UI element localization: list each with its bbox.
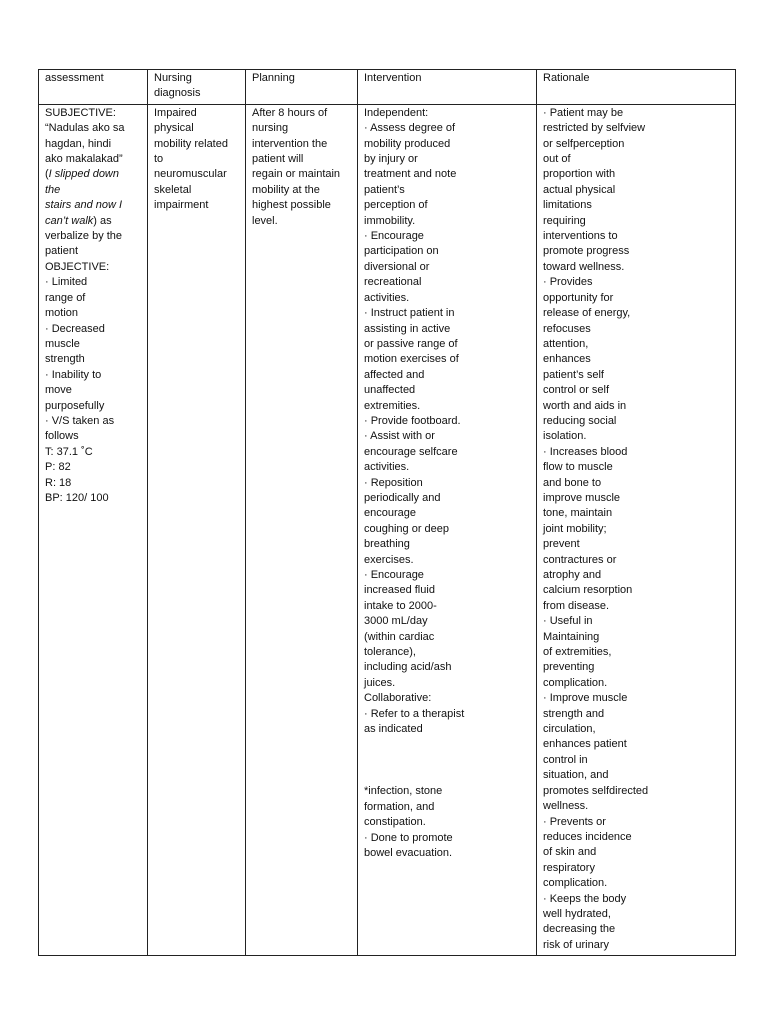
intervention-line: perception of <box>364 199 428 212</box>
objective-finding-line: follows <box>45 430 79 443</box>
intervention-line: · Refer to a therapist <box>364 707 465 720</box>
rationale-line: · Improve muscle <box>543 692 628 705</box>
planning-line: mobility at the <box>252 183 320 196</box>
rationale-line: prevent <box>543 538 580 551</box>
planning-line: patient will <box>252 153 304 166</box>
objective-finding-line: move <box>45 384 72 397</box>
rationale-line: from disease. <box>543 599 610 612</box>
header-intervention: Intervention <box>358 70 537 105</box>
rationale-line: control in <box>543 753 588 766</box>
intervention-line: · Encourage <box>364 569 424 581</box>
intervention-line: encourage selfcare <box>364 445 458 458</box>
rationale-line: isolation. <box>543 430 587 443</box>
intervention-line: increased fluid <box>364 584 435 597</box>
intervention-line: juices. <box>364 676 396 689</box>
rationale-line: reducing social <box>543 414 617 427</box>
intervention-text <box>364 106 530 738</box>
objective-finding-line: strength <box>45 353 85 366</box>
intervention-line: including acid/ash <box>364 661 452 674</box>
rationale-line: calcium resorption <box>543 584 633 597</box>
planning-line: highest possible <box>252 199 331 212</box>
intervention-line: diversional or <box>364 260 430 273</box>
rationale-line: of extremities, <box>543 646 612 659</box>
intervention-spacer <box>364 737 530 784</box>
objective-finding-line: · Inability to <box>45 368 102 381</box>
intervention-line: tolerance), <box>364 646 416 659</box>
assessment-cell: SUBJECTIVE: “Nadulas ako sa hagdan, hindi ako makalakad” (I slipped down the stairs and now I can’t walk) as verbalize by the patient OBJECTIVE: · Limited range of motion · Decreased muscle strength · Inability to move purposefully · V/S taken as follows T: 37.1 ˚C P: 82 R: 18 BP: 120/ 100 <box>39 104 148 955</box>
rationale-line: respiratory <box>543 861 595 874</box>
rationale-line: control or self <box>543 384 610 397</box>
intervention-line: unaffected <box>364 384 416 397</box>
rationale-line: situation, and <box>543 769 609 782</box>
diagnosis-line: Impaired <box>154 106 197 119</box>
intervention-line: mobility produced <box>364 137 451 150</box>
rationale-line: limitations <box>543 199 592 212</box>
objective-finding-line: · V/S taken as <box>45 414 115 427</box>
objective-finding-line: purposefully <box>45 399 105 412</box>
intervention-line: participation on <box>364 245 439 258</box>
rationale-line: joint mobility; <box>543 522 607 535</box>
planning-text <box>252 106 351 229</box>
planning-line: After 8 hours of <box>252 106 328 119</box>
intervention-line: as indicated <box>364 723 423 736</box>
rationale-line: well hydrated, <box>543 907 611 920</box>
rationale-line: of skin and <box>543 846 597 859</box>
content-row <box>39 104 736 955</box>
intervention-line: encourage <box>364 507 416 520</box>
intervention-line: constipation. <box>364 816 426 829</box>
intervention-line: breathing <box>364 538 410 551</box>
intervention-line: bowel evacuation. <box>364 847 453 860</box>
intervention-line: recreational <box>364 276 422 289</box>
rationale-line: refocuses <box>543 322 591 335</box>
objective-finding-line: BP: 120/ 100 <box>45 491 109 504</box>
rationale-line: decreasing the <box>543 923 616 936</box>
intervention-line: or passive range of <box>364 337 458 350</box>
objective-finding-line: · Decreased <box>45 322 105 335</box>
objective-finding-line: · Limited <box>45 276 88 289</box>
rationale-line: complication. <box>543 877 608 890</box>
rationale-line: promotes selfdirected <box>543 784 649 797</box>
objective-finding-line: R: 18 <box>45 476 72 489</box>
rationale-line: patient’s self <box>543 368 604 381</box>
planning-line: nursing <box>252 122 289 135</box>
rationale-line: enhances <box>543 353 591 366</box>
header-assessment: assessment <box>39 70 148 105</box>
rationale-line: · Keeps the body <box>543 892 627 905</box>
rationale-line: preventing <box>543 661 595 674</box>
intervention-line: periodically and <box>364 491 441 504</box>
rationale-line: atrophy and <box>543 569 602 581</box>
intervention-line: · Assess degree of <box>364 122 456 135</box>
intervention-line: coughing or deep <box>364 522 450 535</box>
intervention-line: treatment and note <box>364 168 457 181</box>
intervention-line: · Instruct patient in <box>364 307 455 320</box>
rationale-line: Maintaining <box>543 630 600 643</box>
intervention-line: by injury or <box>364 153 418 166</box>
diagnosis-line: skeletal <box>154 183 192 196</box>
rationale-line: strength and <box>543 707 605 720</box>
intervention-text-continued <box>364 784 530 861</box>
intervention-line: exercises. <box>364 553 414 566</box>
intervention-line: assisting in active <box>364 322 451 335</box>
rationale-line: promote progress <box>543 245 630 258</box>
intervention-line: · Provide footboard. <box>364 414 461 427</box>
rationale-line: · Useful in <box>543 615 593 628</box>
diagnosis-line: mobility related <box>154 137 228 150</box>
planning-line: regain or maintain <box>252 168 341 181</box>
rationale-line: wellness. <box>543 800 589 813</box>
intervention-line: patient’s <box>364 183 405 196</box>
rationale-line: worth and aids in <box>543 399 627 412</box>
rationale-line: complication. <box>543 676 608 689</box>
intervention-line: · Reposition <box>364 476 423 489</box>
rationale-line: circulation, <box>543 723 596 736</box>
objective-finding-line: range of <box>45 291 86 304</box>
objective-finding-line: T: 37.1 ˚C <box>45 445 93 458</box>
rationale-line: attention, <box>543 337 589 350</box>
rationale-line: toward wellness. <box>543 260 625 273</box>
intervention-line: Collaborative: <box>364 692 432 705</box>
intervention-line: extremities. <box>364 399 421 412</box>
rationale-line: proportion with <box>543 168 616 181</box>
intervention-line: activities. <box>364 291 410 304</box>
rationale-line: interventions to <box>543 230 618 243</box>
intervention-line: · Assist with or <box>364 430 435 443</box>
diagnosis-line: to <box>154 153 164 166</box>
planning-line: intervention the <box>252 137 328 150</box>
diagnosis-line: neuromuscular <box>154 168 227 181</box>
rationale-line: and bone to <box>543 476 602 489</box>
rationale-line: requiring <box>543 214 586 227</box>
nursing-diagnosis-cell <box>148 104 246 955</box>
objective-label: OBJECTIVE: <box>45 260 110 273</box>
header-row <box>39 70 736 105</box>
intervention-line: *infection, stone <box>364 785 443 798</box>
rationale-text <box>543 106 729 953</box>
rationale-line: restricted by selfview <box>543 122 646 135</box>
header-rationale: Rationale <box>537 70 736 105</box>
rationale-line: actual physical <box>543 183 616 196</box>
intervention-cell <box>358 104 537 955</box>
objective-findings <box>45 275 141 506</box>
intervention-line: affected and <box>364 368 425 381</box>
intervention-line: intake to 2000- <box>364 599 437 612</box>
objective-finding-line: muscle <box>45 337 80 350</box>
intervention-line: · Done to promote <box>364 831 453 844</box>
rationale-line: · Prevents or <box>543 815 606 828</box>
rationale-line: tone, maintain <box>543 507 613 520</box>
intervention-line: immobility. <box>364 214 416 227</box>
rationale-line: improve muscle <box>543 491 621 504</box>
objective-finding-line: P: 82 <box>45 461 71 474</box>
subjective-label: SUBJECTIVE: <box>45 106 116 119</box>
diagnosis-text <box>154 106 239 214</box>
intervention-line: motion exercises of <box>364 353 459 366</box>
planning-line: level. <box>252 214 278 227</box>
intervention-line: · Encourage <box>364 230 424 243</box>
rationale-line: or selfperception <box>543 137 625 150</box>
intervention-line: (within cardiac <box>364 630 435 643</box>
rationale-line: risk of urinary <box>543 938 610 951</box>
rationale-line: contractures or <box>543 553 617 566</box>
rationale-line: reduces incidence <box>543 830 632 843</box>
objective-finding-line: motion <box>45 307 79 320</box>
planning-cell <box>246 104 358 955</box>
rationale-line: release of energy, <box>543 307 631 320</box>
header-nursing-diagnosis: Nursing diagnosis <box>148 70 246 105</box>
intervention-line: formation, and <box>364 800 435 813</box>
diagnosis-line: physical <box>154 122 194 135</box>
rationale-line: flow to muscle <box>543 461 613 474</box>
nursing-care-plan-table <box>38 69 736 956</box>
rationale-line: enhances patient <box>543 738 627 751</box>
rationale-line: opportunity for <box>543 291 614 304</box>
rationale-line: · Provides <box>543 276 593 289</box>
rationale-line: out of <box>543 153 571 166</box>
intervention-line: Independent: <box>364 106 429 119</box>
rationale-line: · Patient may be <box>543 106 624 119</box>
diagnosis-line: impairment <box>154 199 209 212</box>
rationale-cell <box>537 104 736 955</box>
header-planning: Planning <box>246 70 358 105</box>
intervention-line: activities. <box>364 461 410 474</box>
rationale-line: · Increases blood <box>543 445 628 458</box>
intervention-line: 3000 mL/day <box>364 615 428 628</box>
